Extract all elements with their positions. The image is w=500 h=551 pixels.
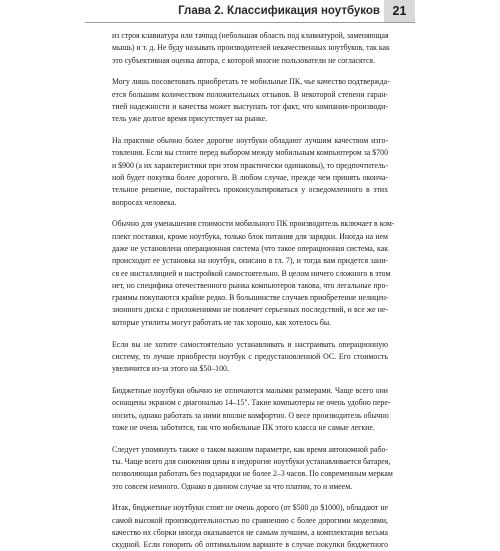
- text-line: увеличится из-за этого на $50–100.: [112, 364, 229, 374]
- text-line: ной будет покупка более дорогого. В любом случае, прежде чем принять оконча-: [112, 172, 388, 182]
- text-line: На практике обычно более дорогие ноутбуки обладают лучшим качеством изго-: [112, 136, 388, 146]
- page-header: [85, 0, 415, 23]
- page-number: 21: [384, 0, 415, 22]
- text-line: ется большим количеством положительных отзывов. В некоторой степени гаран-: [112, 89, 388, 99]
- text-line: тоже не очень заботится, так что мобильные ПК этого класса не самые легкие.: [112, 422, 375, 432]
- text-line: ся ее инсталляцией и настройкой самостоятельно. В целом ничего сложного в этом: [112, 268, 391, 278]
- text-line: Обычно для уменьшения стоимости мобильного ПК производитель включает в ком-: [112, 219, 395, 229]
- text-line: самой высокой производительностью по сравнению с более дорогими моделями,: [112, 515, 388, 525]
- paragraph-2: [112, 76, 388, 125]
- text-line: оснащены экраном с диагональю 14–15". Такие компьютеры не очень удобно пере-: [112, 398, 391, 408]
- text-line: даже не установлена операционная система (что такое операционная система, как: [112, 243, 388, 253]
- text-line: это субъективная оценка автора, с которой многие пользователи не согласятся.: [112, 55, 376, 65]
- paragraph-8: [112, 502, 388, 551]
- text-line: это совсем немного. Однако в данном случае за что платим, то и имеем.: [112, 481, 353, 491]
- paragraph-6: [112, 385, 391, 434]
- body-text: [112, 30, 395, 551]
- text-line: скудной. Если говорить об оптимальном варианте в случае покупки бюджетного: [112, 540, 388, 550]
- text-line: зионного диска с приложениями не повлечет серьезных последствий, и все же не-: [112, 305, 388, 315]
- text-line: происходит ее установка на ноутбук, описано в гл. 7), и тогда вам придется зани-: [112, 256, 388, 266]
- text-line: Следует упомянуть также о таком важном параметре, как время автономной рабо-: [112, 444, 388, 454]
- chapter-title: Глава 2. Классификация ноутбуков: [178, 5, 380, 17]
- text-line: нет, но специфика отечественного рынка компьютеров такова, что легальные про-: [112, 280, 388, 290]
- text-line: позволяющая работать без подзарядки не более 2–3 часов. По современным меркам: [112, 469, 393, 479]
- text-line: носить, однако работать за ними вполне комфортно. О весе производитель обычно: [112, 410, 389, 420]
- text-line: тель уже долгое время присутствует на рынке.: [112, 114, 268, 124]
- text-line: мышь) и т. д. Не буду называть производителей некачественных ноутбуков, так как: [112, 43, 390, 53]
- text-line: систему, то лучше приобрести ноутбук с предустановленной ОС. Его стоимость: [112, 351, 388, 361]
- text-line: Могу лишь посоветовать приобретать те мобильные ПК, чье качество подтвержда-: [112, 77, 390, 87]
- text-line: Итак, бюджетные ноутбуки стоят не очень дорого (от $500 до $1000), обладают не: [112, 503, 388, 513]
- text-line: Бюджетные ноутбуки обычно не отличаются малыми размерами. Чаще всего они: [112, 385, 388, 395]
- text-line: качество их сборки иногда оказывается не самым лучшим, а комплектация весьма: [112, 527, 388, 537]
- text-line: тельное решение, постарайтесь проконсультироваться у осведомленного в этих: [112, 185, 388, 195]
- text-line: Если вы не хотите самостоятельно устанавливать и настраивать операционную: [112, 339, 388, 349]
- text-line: товления. Если вы стоите перед выбором между мобильным компьютером за $700: [112, 148, 388, 158]
- paragraph-5: [112, 339, 388, 376]
- text-line: вопросах человека.: [112, 197, 177, 207]
- paragraph-7: [112, 444, 393, 493]
- text-line: тией надежности и качества может выступать тот факт, что компания-производи-: [112, 101, 388, 111]
- text-line: которые утилиты могут работать не так хорошо, как хотелось бы.: [112, 317, 332, 327]
- text-line: и $900 (а их характеристики при этом практически одинаковы), то предпочтитель-: [112, 160, 388, 170]
- text-line: из строя клавиатура или тачпад (небольшая область под клавиатурой, заменяющая: [112, 31, 389, 40]
- text-line: ты. Чаще всего для снижения цены в недорогие ноутбуки устанавливается батарея,: [112, 456, 391, 466]
- paragraph-1: [112, 30, 388, 67]
- text-line: граммы покупаются крайне редко. В большинстве случаев приобретение нелицен-: [112, 293, 389, 303]
- paragraph-4: [112, 218, 395, 329]
- text-line: плект поставки, кроме ноутбука, только блок питания для зарядки. Иногда на нем: [112, 231, 388, 241]
- paragraph-3: [112, 135, 388, 209]
